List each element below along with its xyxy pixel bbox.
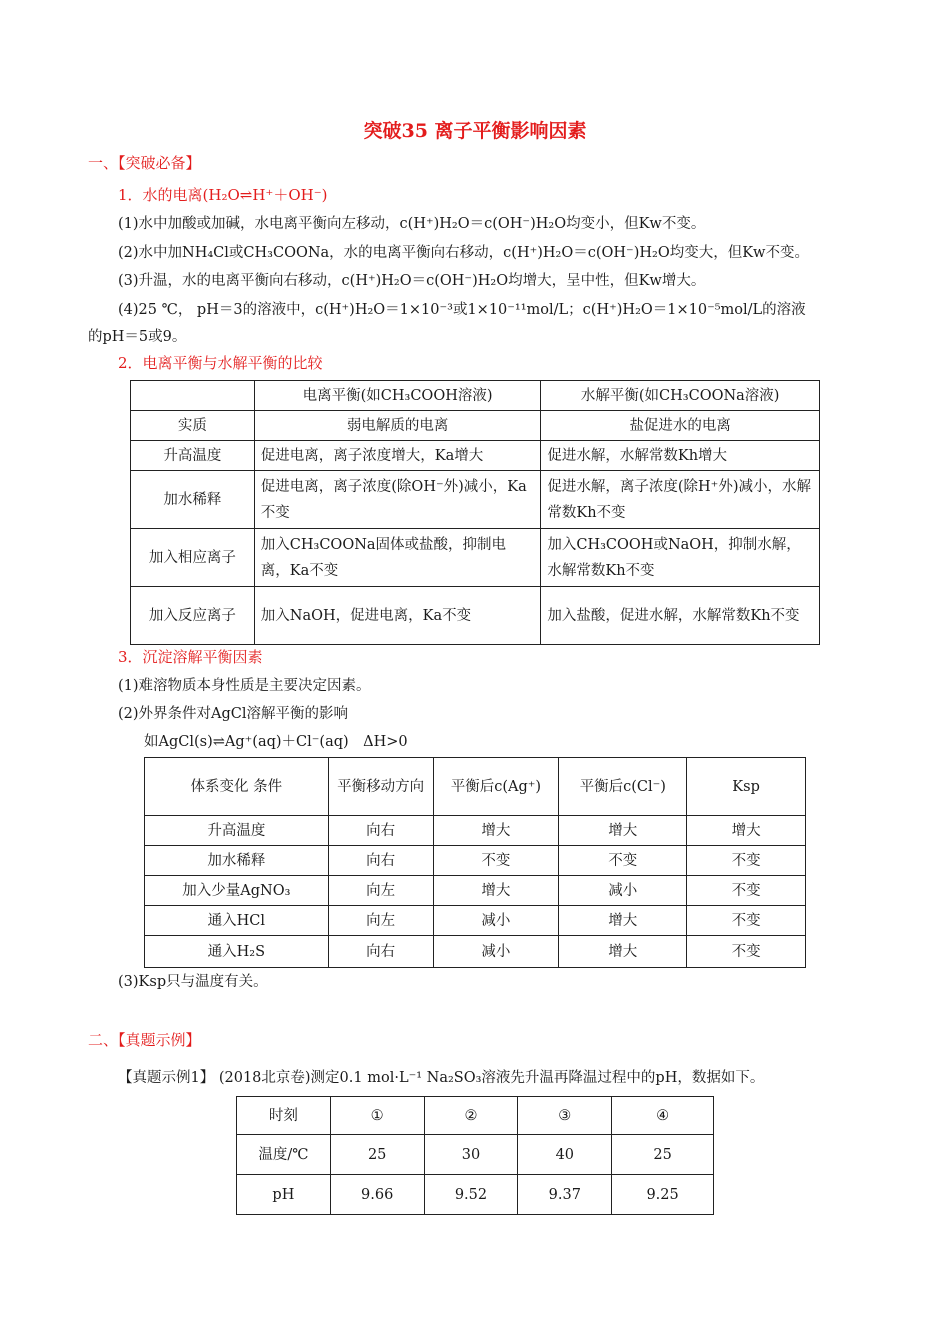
table-cell: 电离平衡(如CH₃COOH溶液): [254, 381, 541, 411]
ph-table: [236, 1096, 714, 1215]
table-cell: ①: [330, 1097, 424, 1135]
comparison-table: [130, 380, 820, 645]
table-cell: 促进水解，水解常数Kh增大: [541, 441, 820, 471]
table-cell: 体系变化 条件: [145, 758, 329, 816]
item1-line4: (4)25 ℃， pH＝3的溶液中，c(H⁺)H₂O＝1×10⁻³或1×10⁻¹¹mol/L；c(H⁺)H₂O＝1×10⁻⁵mol/L的溶液: [118, 302, 806, 318]
table-cell: [131, 381, 255, 411]
table-cell: 平衡移动方向: [328, 758, 433, 816]
table-row: [237, 1097, 714, 1135]
example-label: 【真题示例1】: [118, 1070, 215, 1086]
table-cell: 不变: [559, 846, 687, 876]
table-cell: 平衡后c(Ag⁺): [433, 758, 559, 816]
item3-heading: 3．沉淀溶解平衡因素: [118, 648, 263, 666]
table-cell: 向右: [328, 846, 433, 876]
table-row: [145, 816, 806, 846]
table-cell: 9.52: [424, 1175, 518, 1215]
table-cell: 减小: [433, 906, 559, 936]
table-row: [131, 587, 820, 645]
table-cell: 25: [330, 1135, 424, 1175]
table-cell: ②: [424, 1097, 518, 1135]
table-cell: 加入CH₃COOH或NaOH，抑制水解，水解常数Kh不变: [541, 529, 820, 587]
table-cell: 增大: [433, 876, 559, 906]
table-cell: Ksp: [687, 758, 806, 816]
table-cell: 增大: [559, 816, 687, 846]
table-cell: 弱电解质的电离: [254, 411, 541, 441]
table-cell: 不变: [687, 846, 806, 876]
table-row: [145, 936, 806, 968]
table-cell: 时刻: [237, 1097, 331, 1135]
item2-heading: 2．电离平衡与水解平衡的比较: [118, 354, 323, 372]
table-row: [237, 1175, 714, 1215]
item3-equation: 如AgCl(s)⇌Ag⁺(aq)＋Cl⁻(aq) ΔH>0: [144, 734, 408, 750]
table-cell: 增大: [687, 816, 806, 846]
table-row: [145, 876, 806, 906]
table-cell: 向右: [328, 816, 433, 846]
item3-line3: (3)Ksp只与温度有关。: [118, 974, 268, 990]
page-title: 突破35 离子平衡影响因素: [363, 120, 587, 142]
table-cell: 向左: [328, 906, 433, 936]
table-row: [131, 381, 820, 411]
table-cell: 9.37: [518, 1175, 612, 1215]
table-cell: 加入NaOH，促进电离，Ka不变: [254, 587, 541, 645]
example-line: [118, 1066, 764, 1087]
table-cell: 升高温度: [131, 441, 255, 471]
item3-line1: (1)难溶物质本身性质是主要决定因素。: [118, 678, 371, 694]
table-cell: ③: [518, 1097, 612, 1135]
table-cell: 促进水解，离子浓度(除H⁺外)减小，水解常数Kh不变: [541, 471, 820, 529]
table-cell: pH: [237, 1175, 331, 1215]
table-row: [145, 758, 806, 816]
table-cell: 平衡后c(Cl⁻): [559, 758, 687, 816]
table-row: [145, 906, 806, 936]
table-cell: 水解平衡(如CH₃COONa溶液): [541, 381, 820, 411]
table-cell: 9.66: [330, 1175, 424, 1215]
example-text: (2018北京卷)测定0.1 mol·L⁻¹ Na₂SO₃溶液先升温再降温过程中的pH，数据如下。: [218, 1070, 765, 1086]
section1-heading: 一、【突破必备】: [88, 154, 201, 172]
table-cell: 增大: [559, 906, 687, 936]
item3-line2: (2)外界条件对AgCl溶解平衡的影响: [118, 706, 349, 722]
item1-heading: 1．水的电离(H₂O⇌H⁺＋OH⁻): [118, 186, 328, 204]
item1-line2: (2)水中加NH₄Cl或CH₃COONa，水的电离平衡向右移动，c(H⁺)H₂O＝c(OH⁻)H₂O均变大，但Kw不变。: [118, 245, 809, 261]
table-cell: 通入H₂S: [145, 936, 329, 968]
table-cell: 温度/℃: [237, 1135, 331, 1175]
table-cell: 加入少量AgNO₃: [145, 876, 329, 906]
table-cell: 不变: [687, 906, 806, 936]
table-cell: 向右: [328, 936, 433, 968]
table-cell: 不变: [687, 936, 806, 968]
table-cell: 25: [612, 1135, 714, 1175]
table-cell: 加入反应离子: [131, 587, 255, 645]
table-cell: ④: [612, 1097, 714, 1135]
table-cell: 减小: [559, 876, 687, 906]
table-cell: 增大: [433, 816, 559, 846]
table-cell: 9.25: [612, 1175, 714, 1215]
table-cell: 加入相应离子: [131, 529, 255, 587]
table-cell: 30: [424, 1135, 518, 1175]
table-row: [131, 411, 820, 441]
table-cell: 向左: [328, 876, 433, 906]
table-cell: 增大: [559, 936, 687, 968]
item1-line3: (3)升温，水的电离平衡向右移动，c(H⁺)H₂O＝c(OH⁻)H₂O均增大，呈中性，但Kw增大。: [118, 273, 706, 289]
table-cell: 加水稀释: [131, 471, 255, 529]
table-row: [131, 471, 820, 529]
table-cell: 通入HCl: [145, 906, 329, 936]
item1-line5: 的pH＝5或9。: [88, 329, 187, 345]
table-cell: 减小: [433, 936, 559, 968]
table-cell: 升高温度: [145, 816, 329, 846]
table-row: [131, 441, 820, 471]
table-cell: 40: [518, 1135, 612, 1175]
item1-line1: (1)水中加酸或加碱，水电离平衡向左移动，c(H⁺)H₂O＝c(OH⁻)H₂O均变小，但Kw不变。: [118, 216, 706, 232]
table-row: [131, 529, 820, 587]
section2-heading: 二、【真题示例】: [88, 1031, 201, 1049]
table-cell: 不变: [687, 876, 806, 906]
table-cell: 促进电离，离子浓度增大，Ka增大: [254, 441, 541, 471]
agcl-table: [144, 757, 806, 968]
table-cell: 加入盐酸，促进水解，水解常数Kh不变: [541, 587, 820, 645]
table-cell: 盐促进水的电离: [541, 411, 820, 441]
table-cell: 不变: [433, 846, 559, 876]
table-row: [145, 846, 806, 876]
table-cell: 加水稀释: [145, 846, 329, 876]
table-cell: 实质: [131, 411, 255, 441]
table-row: [237, 1135, 714, 1175]
table-cell: 促进电离，离子浓度(除OH⁻外)减小，Ka不变: [254, 471, 541, 529]
table-cell: 加入CH₃COONa固体或盐酸，抑制电离，Ka不变: [254, 529, 541, 587]
